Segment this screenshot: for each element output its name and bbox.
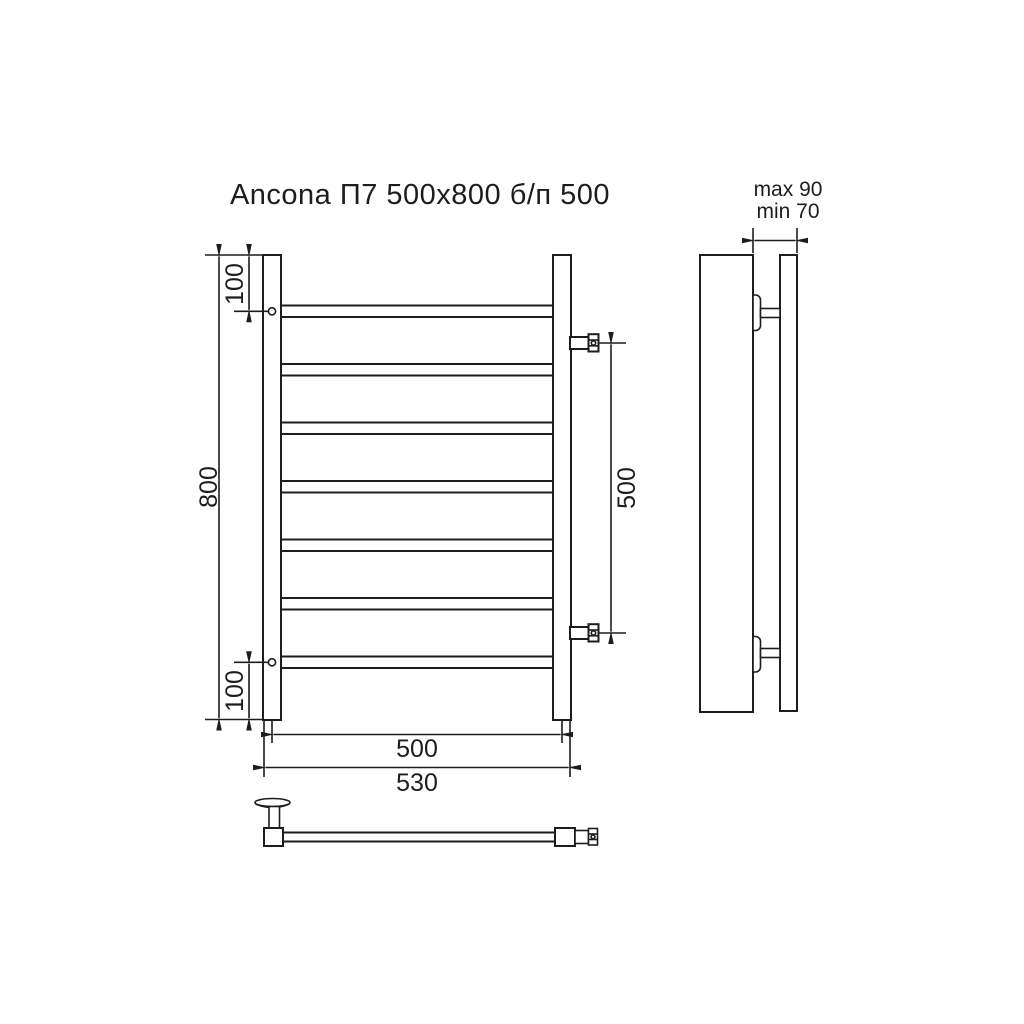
rung bbox=[281, 423, 553, 435]
collector-profile bbox=[780, 255, 797, 711]
dim-label-800: 800 bbox=[195, 466, 223, 508]
front-view bbox=[195, 255, 641, 797]
dim-label-530: 530 bbox=[396, 769, 438, 797]
left-collector bbox=[263, 255, 281, 720]
side-view bbox=[700, 178, 822, 712]
rung bbox=[281, 598, 553, 610]
rung bbox=[281, 364, 553, 376]
dim-label-500-right: 500 bbox=[613, 467, 641, 509]
plan-valve-fitting bbox=[575, 829, 598, 846]
dim-label-500-bottom: 500 bbox=[396, 735, 438, 763]
flange-stem bbox=[269, 807, 280, 829]
rung bbox=[281, 481, 553, 493]
right-collector bbox=[553, 255, 571, 720]
plan-right-collector bbox=[555, 828, 575, 846]
dim-axis-width bbox=[272, 721, 562, 763]
plan-rung-tube bbox=[283, 833, 555, 842]
dim-bottom-offset bbox=[221, 662, 268, 718]
dim-label-max-90: max 90 bbox=[753, 178, 823, 201]
rungs bbox=[281, 306, 553, 669]
plan-view bbox=[255, 799, 598, 847]
drawing-title: Ancona П7 500x800 б/п 500 bbox=[229, 179, 611, 211]
dim-label-100-bottom: 100 bbox=[221, 670, 249, 712]
dim-label-100-top: 100 bbox=[221, 263, 249, 305]
valve-fitting-top bbox=[570, 334, 599, 351]
dim-connection-spacing bbox=[599, 343, 641, 633]
rung bbox=[281, 657, 553, 669]
mount-hole-top bbox=[268, 308, 275, 315]
wall-panel bbox=[700, 255, 753, 712]
mount-hole-bottom bbox=[268, 659, 275, 666]
rung bbox=[281, 306, 553, 318]
dim-overall-height bbox=[195, 255, 262, 720]
dim-label-min-70: min 70 bbox=[756, 200, 820, 223]
dim-wall-distance bbox=[753, 178, 822, 253]
wall-bracket-bottom bbox=[753, 637, 780, 673]
plan-left-collector bbox=[264, 828, 283, 846]
wall-bracket-top bbox=[753, 295, 780, 331]
dim-top-offset bbox=[221, 257, 268, 312]
valve-fitting-bottom bbox=[570, 624, 599, 641]
rung bbox=[281, 540, 553, 552]
